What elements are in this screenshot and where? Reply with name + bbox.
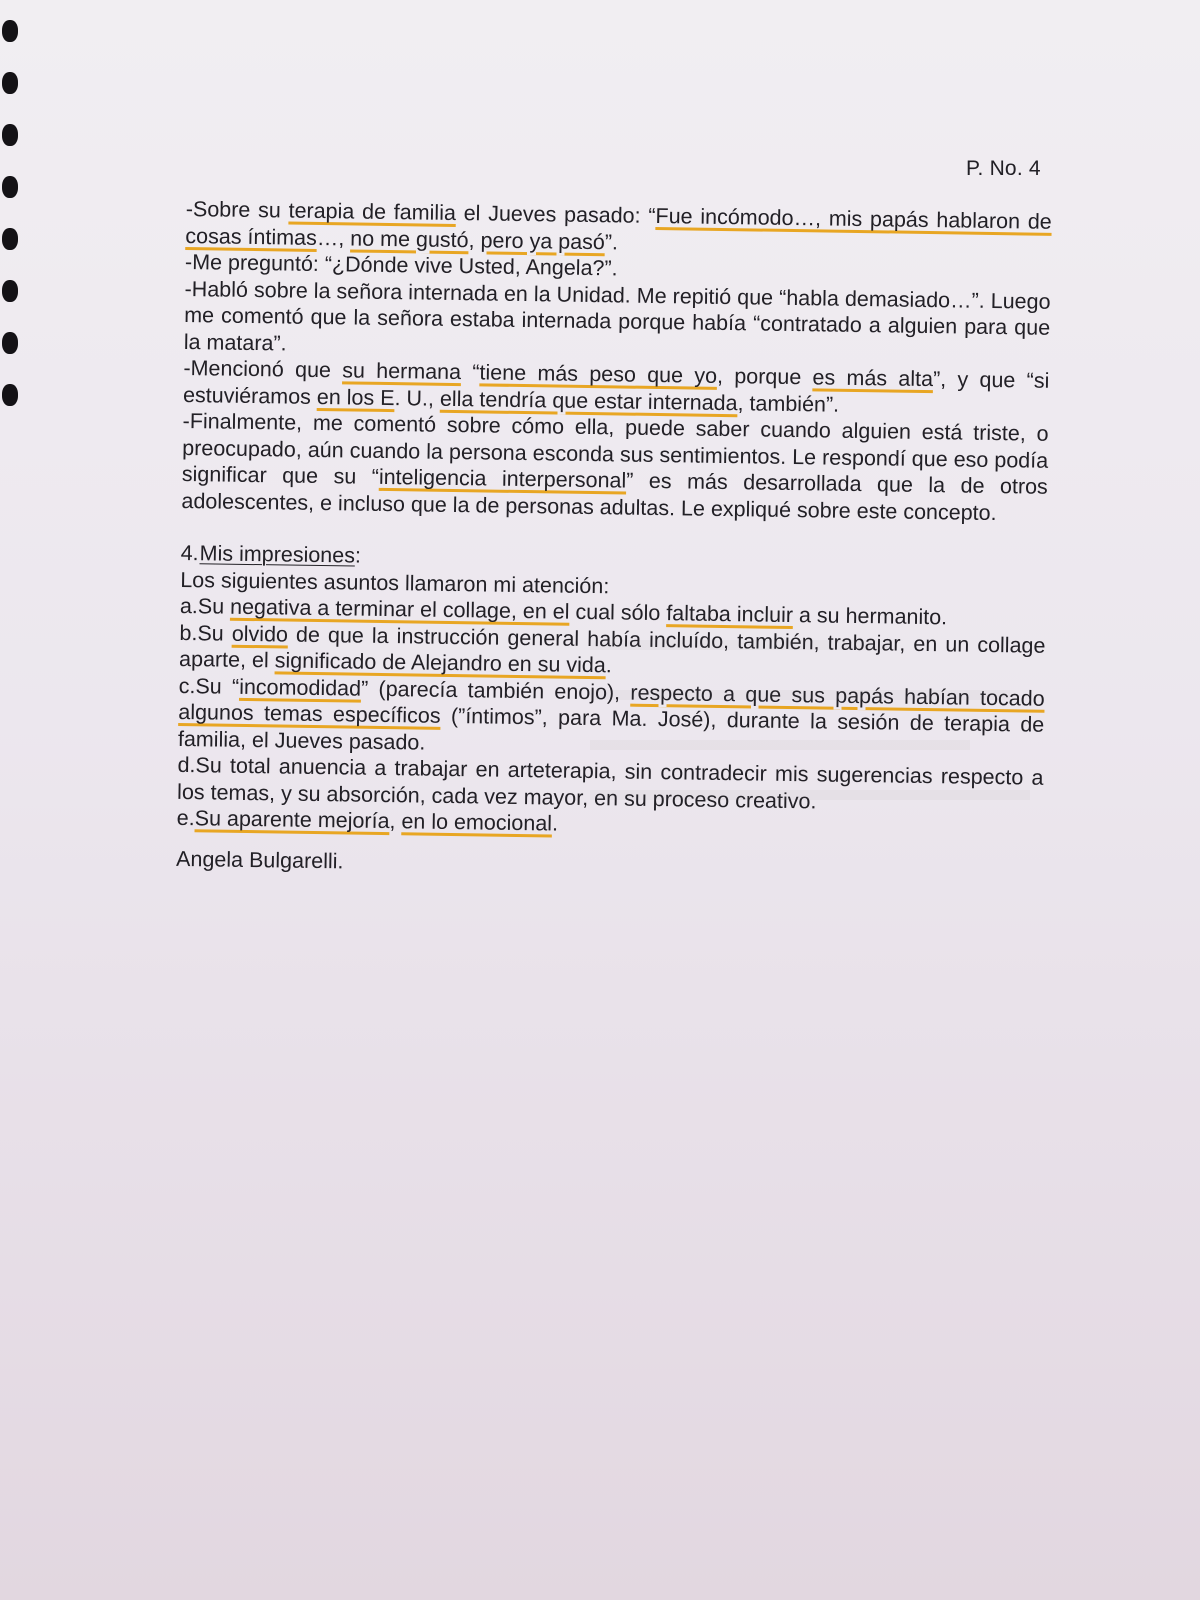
highlighted-text: no me gustó	[350, 225, 469, 252]
signature: Angela Bulgarelli.	[175, 846, 344, 873]
text-run: .	[551, 811, 559, 836]
text-run: -Finalmente, me comentó sobre cómo ella, puede saber cuando alguien está triste, o preocupado, aún cuando la persona esconda sus sentimientos. Le respondí que eso podía significar que su “	[181, 408, 1049, 489]
text-run: d.Su total anuencia a trabajar en arteterapia, sin contradecir mis sugerencias respecto a los temas, y su absorción, cada vez mayor, en su proceso creativo.	[176, 752, 1044, 813]
impression-item	[178, 672, 1045, 764]
text-run: …,	[316, 225, 351, 250]
text-run: ” (parecía también enojo),	[360, 676, 631, 705]
text-run: ”.	[604, 229, 619, 254]
text-run: “	[460, 360, 480, 385]
text-run: de que la instrucción general había incluído, también, trabajar, en un collage aparte, el	[178, 622, 1046, 673]
text-run: . U.,	[394, 385, 441, 411]
text-run: ,	[389, 809, 402, 834]
note-paragraph	[184, 275, 1051, 367]
impressions-list	[177, 593, 1046, 844]
page-number: P. No. 4	[966, 157, 1041, 180]
highlighted-text: significado de Alejandro en su vida	[274, 648, 606, 678]
highlighted-text: Su aparente mejoría	[194, 806, 390, 834]
binder-hole	[2, 124, 18, 146]
highlighted-text: olvido	[231, 621, 289, 647]
binder-hole	[2, 72, 18, 94]
binder-hole	[2, 176, 18, 198]
highlighted-text: en los E	[316, 384, 395, 410]
text-run: a.Su	[179, 593, 231, 619]
highlighted-text: tiene más peso que yo	[479, 360, 718, 388]
binder-hole	[2, 384, 18, 406]
text-run: .	[605, 653, 612, 678]
highlighted-text: inteligencia interpersonal	[378, 464, 627, 493]
text-run: ”, y que “si estuviéramos	[182, 367, 1050, 409]
highlighted-text: negativa a terminar el collage, en el	[229, 594, 570, 624]
binder-holes	[0, 20, 20, 440]
section-intro: Los siguientes asuntos llamaron mi atención:	[180, 567, 610, 598]
section-colon: :	[354, 543, 362, 568]
highlighted-text: su hermana	[342, 358, 462, 385]
highlighted-text: en lo emocional	[401, 809, 553, 836]
text-run: c.Su “	[178, 673, 240, 699]
text-run: e.	[176, 805, 195, 831]
binder-hole	[2, 228, 18, 250]
highlighted-text: faltaba incluir	[666, 601, 794, 628]
text-run: -Sobre su	[185, 196, 289, 223]
highlighted-text: Fue incómodo…, mis papás hablaron de cosas íntimas	[185, 203, 1052, 250]
section-title: Mis impresiones	[199, 541, 356, 568]
highlighted-text: incomodidad	[239, 674, 362, 701]
binder-hole	[2, 20, 18, 42]
text-run: ” es más desarrollada que la de otros adolescentes, e incluso que la de personas adultas. Le expliqué sobre este concepto.	[181, 468, 1048, 525]
text-run: -Me preguntó: “¿Dónde vive Usted, Angela?”.	[184, 249, 618, 281]
text-run: a su hermanito.	[792, 603, 948, 630]
text-run: b.Su	[179, 620, 232, 646]
binder-hole	[2, 280, 18, 302]
text-run: ,	[468, 227, 481, 252]
highlighted-text: respecto a que sus papás habían tocado algunos temas específicos	[178, 680, 1045, 728]
text-run: , también”.	[737, 390, 840, 417]
highlighted-text: pero ya pasó	[480, 227, 606, 254]
text-run: el Jueves pasado: “	[455, 201, 656, 228]
document-body	[176, 196, 1052, 885]
text-run: -Mencionó que	[183, 355, 343, 383]
session-notes	[181, 196, 1052, 527]
section-number: 4.	[180, 540, 199, 566]
highlighted-text: terapia de familia	[288, 198, 457, 226]
text-run: , porque	[716, 363, 813, 390]
text-run: cual sólo	[569, 599, 667, 626]
highlighted-text: es más alta	[812, 365, 934, 392]
note-paragraph	[181, 408, 1048, 527]
highlighted-text: ella tendría que estar internada	[439, 386, 738, 415]
text-run: (”íntimos”, para Ma. José), durante la sesión de terapia de familia, el Jueves pasado.	[177, 703, 1045, 755]
text-run: -Habló sobre la señora internada en la Unidad. Me repitió que “habla demasiado…”. Luego me comentó que la señora estaba internada porque había “contratado a alguien para que la matara”.	[183, 276, 1051, 356]
binder-hole	[2, 332, 18, 354]
